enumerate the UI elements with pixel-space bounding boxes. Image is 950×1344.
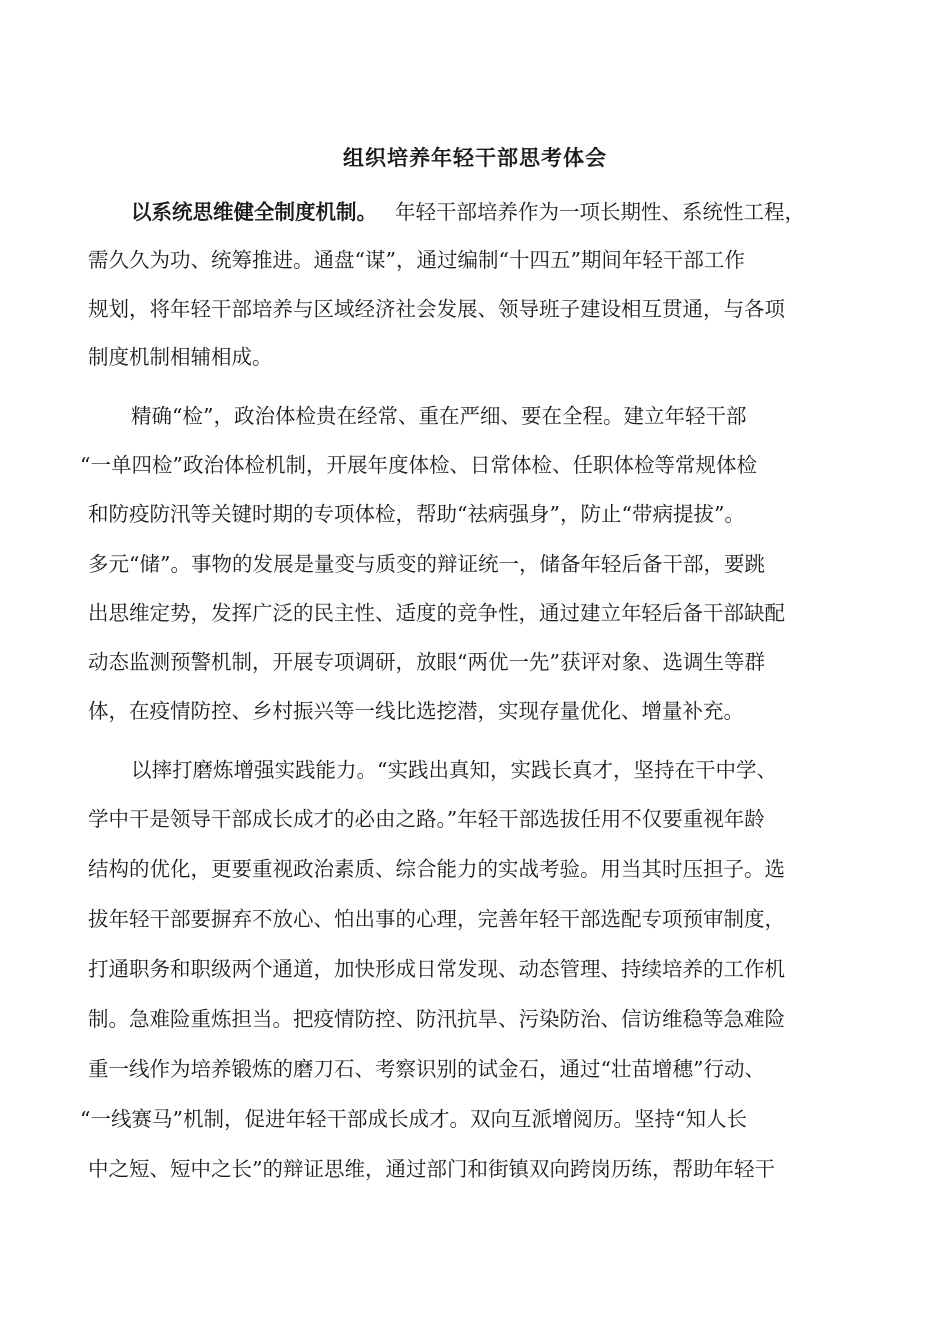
line-text: “一线赛马”机制，促进年轻干部成长成才。双向互派增阅历。坚持“知人长 <box>80 1107 747 1131</box>
line-text: 年轻干部培养作为一项长期性、系统性工程， <box>395 200 805 224</box>
line-text: 学中干是领导干部成长成才的必由之路。”年轻干部选拔任用不仅要重视年龄 <box>88 807 765 831</box>
line-text: 结构的优化，更要重视政治素质、综合能力的实战考验。用当其时压担子。选 <box>88 857 785 881</box>
line-text: 重一线作为培养锻炼的磨刀石、考察识别的试金石，通过“壮苗增穗”行动、 <box>88 1057 765 1081</box>
line-text: “一单四检”政治体检机制，开展年度体检、日常体检、任职体检等常规体检 <box>80 453 757 477</box>
line-text: 精确“检”，政治体检贵在经常、重在严细、要在全程。建立年轻干部 <box>131 404 747 428</box>
line-text: 以摔打磨炼增强实践能力。“实践出真知，实践长真才，坚持在干中学、 <box>131 758 777 782</box>
line-text: 动态监测预警机制，开展专项调研，放眼“两优一先”获评对象、选调生等群 <box>88 650 765 674</box>
line-text: 需久久为功、统筹推进。通盘“谋”，通过编制“十四五”期间年轻干部工作 <box>88 248 745 272</box>
line-text: 多元“储”。事物的发展是量变与质变的辩证统一，储备年轻后备干部，要跳 <box>88 552 765 576</box>
line-text: 打通职务和职级两个通道，加快形成日常发现、动态管理、持续培养的工作机 <box>88 957 785 981</box>
line-text: 中之短、短中之长”的辩证思维，通过部门和街镇双向跨岗历练，帮助年轻干 <box>88 1157 775 1181</box>
line-text: 拔年轻干部要摒弃不放心、怕出事的心理，完善年轻干部选配专项预审制度， <box>88 907 785 931</box>
section-heading: 以系统思维健全制度机制。 <box>131 200 377 224</box>
line-text: 出思维定势，发挥广泛的民主性、适度的竞争性，通过建立年轻后备干部缺配 <box>88 601 785 625</box>
line-text: 制。急难险重炼担当。把疫情防控、防汛抗旱、污染防治、信访维稳等急难险 <box>88 1007 785 1031</box>
line-text: 和防疫防汛等关键时期的专项体检，帮助“祛病强身”，防止“带病提拔”。 <box>88 502 745 526</box>
line-text: 体，在疫情防控、乡村振兴等一线比选挖潜，实现存量优化、增量补充。 <box>88 699 744 723</box>
line-text: 规划，将年轻干部培养与区域经济社会发展、领导班子建设相互贯通，与各项 <box>88 297 785 321</box>
document-title: 组织培养年轻干部思考体会 <box>343 145 607 170</box>
line-text: 制度机制相辅相成。 <box>88 345 273 369</box>
